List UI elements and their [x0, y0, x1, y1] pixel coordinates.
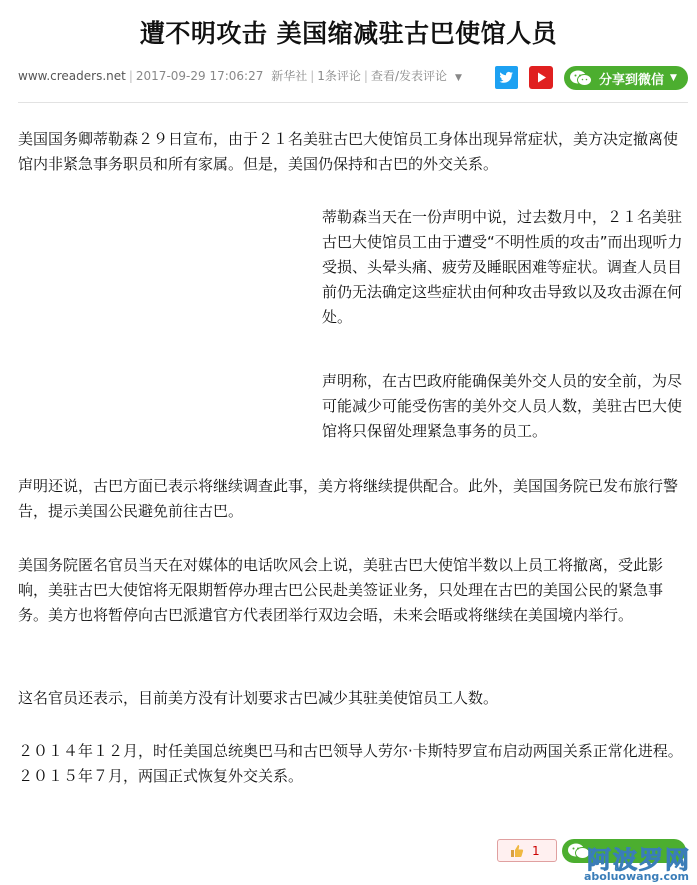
article-paragraph-1: 美国国务卿蒂勒森２９日宣布，由于２１名美驻古巴大使馆员工身体出现异常症状，美方决定撤离使馆内非紧急事务职员和所有家属。但是，美国仍保持和古巴的外交关系。 — [18, 130, 679, 173]
youtube-share-button[interactable] — [529, 66, 553, 89]
thumbs-up-icon — [510, 844, 524, 858]
article-paragraph-4: 声明还说，古巴方面已表示将继续调查此事，美方将继续提供配合。此外，美国国务院已发布旅行警告，提示美国公民避免前往古巴。 — [18, 477, 679, 520]
article-paragraph-6: 这名官员还表示，目前美方没有计划要求古巴减少其驻美使馆员工人数。 — [18, 689, 499, 707]
meta-separator: | — [128, 69, 133, 83]
publish-date: 2017-09-29 17:06:27 — [135, 69, 264, 83]
meta-separator: | — [363, 69, 368, 83]
article-paragraph-3: 声明称，在古巴政府能确保美外交人员的安全前，为尽可能减少可能受伤害的美外交人员人数，美驻古巴大使馆将只保留处理紧急事务的员工。 — [322, 372, 683, 440]
watermark — [560, 840, 697, 885]
youtube-icon — [529, 66, 553, 89]
site-link[interactable]: www.creaders.net — [18, 69, 126, 83]
article-paragraph-2: 蒂勒森当天在一份声明中说，过去数月中，２１名美驻古巴大使馆员工由于遭受“不明性质的攻击”而出现听力受损、头晕头痛、疲劳及睡眠困难等症状。调查人员目前仍无法确定这些症状由何种攻击导致以及攻击源在何处。 — [322, 208, 683, 326]
chevron-down-icon: ▼ — [670, 73, 677, 83]
article-paragraph-7: ２０１４年１２月，时任美国总统奥巴马和古巴领导人劳尔·卡斯特罗宣布启动两国关系正常化进程。２０１５年７月，两国正式恢复外交关系。 — [18, 742, 683, 785]
news-source: 新华社 — [271, 69, 308, 83]
wechat-share-label: 分享到微信 — [599, 72, 665, 88]
article-title: 遭不明攻击 美国缩减驻古巴使馆人员 — [139, 19, 558, 48]
view-comment-link[interactable]: 查看/发表评论 — [370, 69, 447, 83]
watermark-text: 阿波罗网 — [587, 846, 691, 874]
wechat-icon — [569, 69, 593, 87]
article-paragraph-5: 美国务院匿名官员当天在对媒体的电话吹风会上说，美驻古巴大使馆半数以上员工将撤离，受此影响，美驻古巴大使馆将无限期暂停办理古巴公民赴美签证业务，只处理在古巴的美国公民的紧急事务。美方也将暂停向古巴派遣官方代表团举行双边会晤，未来会晤或将继续在美国境内举行。 — [18, 556, 664, 624]
comment-count-link[interactable]: 1条评论 — [317, 69, 361, 83]
like-button[interactable] — [497, 839, 557, 862]
wechat-share-button[interactable] — [564, 66, 688, 90]
twitter-icon — [495, 66, 518, 89]
like-count: 1 — [532, 843, 540, 858]
twitter-share-button[interactable] — [495, 66, 518, 89]
article-meta — [18, 67, 462, 84]
watermark-url: aboluowang.com — [583, 870, 689, 883]
meta-separator: | — [310, 69, 315, 83]
chevron-down-icon[interactable]: ▼ — [454, 73, 462, 83]
header-divider — [18, 102, 688, 103]
